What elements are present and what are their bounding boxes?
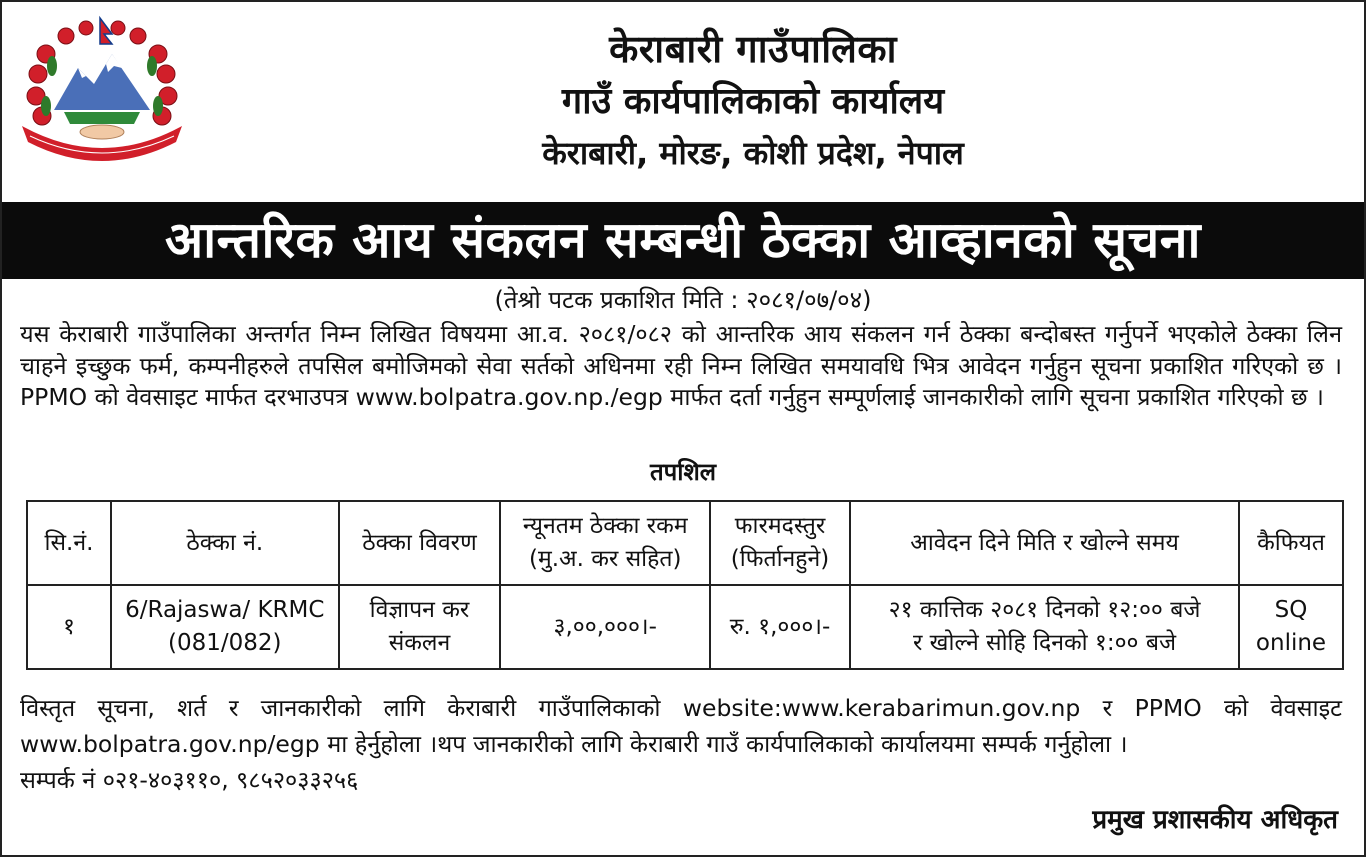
- cell-form-fee: रु. १,०००।-: [710, 585, 850, 669]
- notice-title-banner: आन्तरिक आय संकलन सम्बन्धी ठेक्का आव्हानको सूचना: [2, 202, 1364, 279]
- header-description: ठेक्का विवरण: [339, 501, 501, 585]
- header-min-amount-line2: (मु.अ. कर सहित): [529, 546, 682, 572]
- organization-name: केराबारी गाउँपालिका: [609, 27, 897, 71]
- table-header-row: [27, 501, 1343, 585]
- header-min-amount: [500, 501, 710, 585]
- cell-remarks-line2: online: [1255, 630, 1327, 656]
- cell-description: [339, 585, 501, 669]
- cell-min-amount: ३,००,०००।-: [500, 585, 710, 669]
- schedule-heading: तपशिल: [649, 458, 717, 486]
- cell-schedule-line1: २१ कात्तिक २०८१ दिनको १२:०० बजे: [888, 597, 1201, 623]
- office-name: गाउँ कार्यपालिकाको कार्यालय: [561, 81, 945, 122]
- cell-contract-no: [111, 585, 339, 669]
- cell-schedule-line2: र खोल्ने सोहि दिनको १:०० बजे: [912, 630, 1177, 656]
- cell-description-line1: विज्ञापन कर: [369, 597, 470, 623]
- header-contract-no: ठेक्का नं.: [111, 501, 339, 585]
- nepal-government-emblem-icon: [16, 14, 188, 166]
- publication-note: (तेश्रो पटक प्रकाशित मिति : २०८१/०७/०४): [494, 286, 872, 314]
- cell-remarks: [1239, 585, 1343, 669]
- office-address: केराबारी, मोरङ, कोशी प्रदेश, नेपाल: [542, 134, 964, 172]
- cell-schedule: [850, 585, 1239, 669]
- cell-description-line2: संकलन: [388, 630, 451, 656]
- header-min-amount-line1: न्यूनतम ठेक्का रकम: [522, 513, 688, 539]
- header-schedule: आवेदन दिने मिति र खोल्ने समय: [850, 501, 1239, 585]
- organization-heading: [202, 22, 1304, 178]
- cell-remarks-line1: SQ: [1274, 597, 1308, 623]
- signatory-title: प्रमुख प्रशासकीय अधिकृत: [1092, 805, 1338, 835]
- cell-contract-no-line2: (081/082): [168, 630, 282, 656]
- details-text: विस्तृत सूचना, शर्त र जानकारीको लागि केराबारी गाउँपालिकाको website:www.kerabarimun.gov.np र PPMO को वेवसाइट www.bolpatra.gov.np/egp मा हेर्नुहोला ।थप जानकारीको लागि केराबारी गाउँ कार्यपालिकाको कार्यालयमा सम्पर्क गर्नुहोला ।: [20, 694, 1342, 758]
- details-paragraph: [20, 690, 1342, 798]
- header-form-fee-line1: फारमदस्तुर: [734, 513, 826, 539]
- table-row: [27, 585, 1343, 669]
- header-sn: सि.नं.: [27, 501, 111, 585]
- cell-sn: १: [27, 585, 111, 669]
- tender-table: [26, 500, 1344, 670]
- header-remarks: कैफियत: [1239, 501, 1343, 585]
- cell-contract-no-line1: 6/Rajaswa/ KRMC: [125, 597, 325, 623]
- contact-numbers: सम्पर्क नं ०२१-४०३११०, ९८५२०३३२५६: [20, 766, 359, 794]
- header: [2, 2, 1364, 198]
- intro-paragraph: यस केराबारी गाउँपालिका अन्तर्गत निम्न लिखित विषयमा आ.व. २०८१/०८२ को आन्तरिक आय संकलन गर्न ठेक्का बन्दोबस्त गर्नुपर्ने भएकोले ठेक्का लिन चाहने इच्छुक फर्म, कम्पनीहरुले तपसिल बमोजिमको सेवा सर्तको अधिनमा रही निम्न लिखित समयावधि भित्र आवेदन गर्नुहुन सूचना प्रकाशित गरिएको छ । PPMO को वेवसाइट मार्फत दरभाउपत्र www.bolpatra.gov.np./egp मार्फत दर्ता गर्नुहुन सम्पूर्णलाई जानकारीको लागि सूचना प्रकाशित गरिएको छ ।: [20, 320, 1342, 411]
- header-form-fee: [710, 501, 850, 585]
- header-form-fee-line2: (फिर्तानहुने): [730, 546, 830, 572]
